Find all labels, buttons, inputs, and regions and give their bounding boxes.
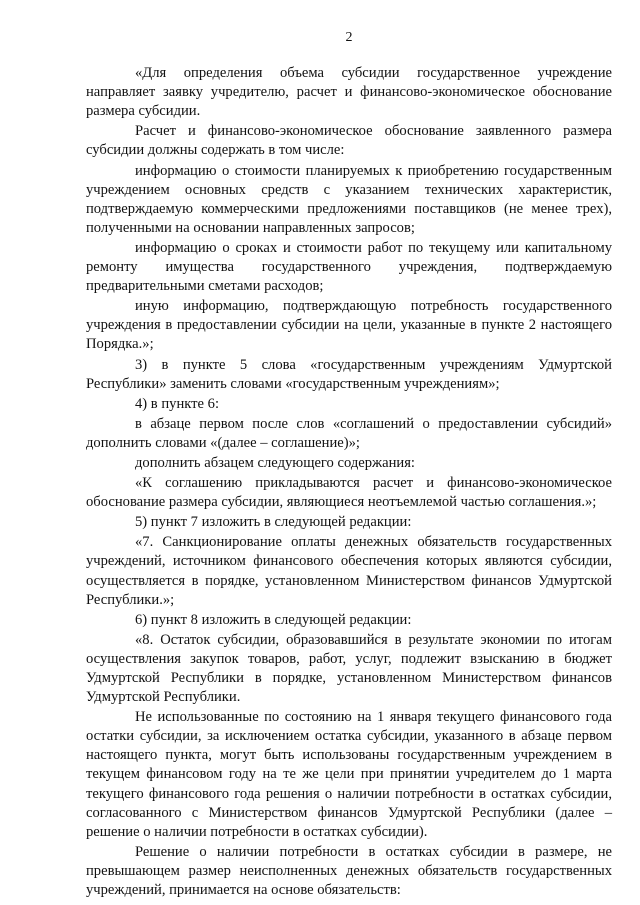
paragraph-fixed-assets-info: информацию о стоимости планируемых к приобретению государственным учреждением основных средств с указанием технических характеристик, подтверждаемую коммерческими предложениями поставщиков (не менее трех), полученными на основании направленных запросов; [86,162,612,236]
paragraph-other-info: иную информацию, подтверждающую потребность государственного учреждения в предоставлении субсидии на цели, указанные в пункте 2 настоящего Порядка.»; [86,298,612,353]
paragraph-subsidy-volume-request: «Для определения объема субсидии государственное учреждение направляет заявку учредителю, расчет и финансово-экономическое обоснование размера субсидии. [86,65,612,120]
paragraph-repair-info: информацию о сроках и стоимости работ по текущему или капитальному ремонту имущества государственного учреждения, подтверждаемую предварительными сметами расходов; [86,239,612,295]
paragraph-calculation-contents: Расчет и финансово-экономическое обоснование заявленного размера субсидии должны содержать в том числе: [86,123,612,159]
paragraph-item-4: 4) в пункте 6: [135,395,220,412]
paragraph-item-5: 5) пункт 7 изложить в следующей редакции: [135,514,412,531]
paragraph-item-8-text: «8. Остаток субсидии, образовавшийся в результате экономии по итогам осуществления закупок товаров, работ, услуг, подлежит взысканию в бюджет Удмуртской Республики в порядке, установленном Министерством финансов Удмуртской Республики. [86,631,612,706]
page-number: 2 [345,30,353,45]
paragraph-add-abzac: дополнить абзацем следующего содержания: [135,454,415,471]
paragraph-agreement-attachment: «К соглашению прикладываются расчет и финансово-экономическое обоснование размера субсидии, являющиеся неотъемлемой частью соглашения.»; [86,475,612,511]
paragraph-need-decision: Решение о наличии потребности в остатках субсидии в размере, не превышающем размер неисполненных денежных обязательств государственных учреждений, принимается на основе обязательств: [86,843,612,899]
paragraph-item-7-text: «7. Санкционирование оплаты денежных обязательств государственных учреждений, источником финансового обеспечения которых являются субсидии, осуществляется в порядке, установленном Министерством финансов Удмуртской Республики.»; [86,534,612,608]
paragraph-unused-balances: Не использованные по состоянию на 1 января текущего финансового года остатки субсидии, за исключением остатка субсидии, указанного в абзаце первом настоящего пункта, могут быть использованы государственным учреждением в текущем финансовом году на те же цели при принятии учредителем до 1 марта текущего финансового года решения о наличии потребности в остатках субсидии, согласованного с Министерством финансов Удмуртской Республики (далее – решение о наличии потребности в остатках субсидии). [86,709,612,840]
paragraph-item-3: 3) в пункте 5 слова «государственным учреждениям Удмуртской Республики» заменить словами «государственным учреждениям»; [86,356,612,392]
paragraph-item-6: 6) пункт 8 изложить в следующей редакции: [135,611,412,628]
paragraph-item-4-first-abzac: в абзаце первом после слов «соглашений о предоставлении субсидий» дополнить словами «(далее – соглашение)»; [86,415,612,451]
